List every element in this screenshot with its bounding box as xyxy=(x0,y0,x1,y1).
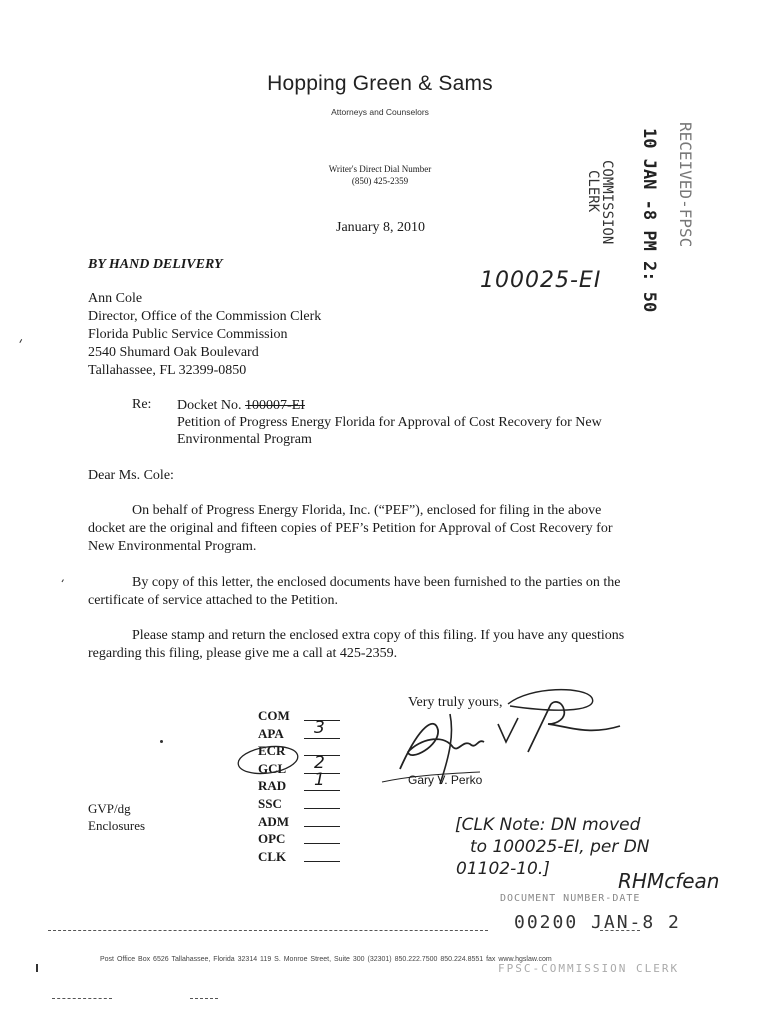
paragraph-line: By copy of this letter, the enclosed documents have been furnished to the parties on the xyxy=(132,575,621,590)
routing-value: 3 xyxy=(314,717,325,738)
routing-row xyxy=(258,813,358,831)
document-number-label: DOCUMENT NUMBER-DATE xyxy=(500,893,641,904)
routing-list xyxy=(258,707,358,865)
paragraph-line: On behalf of Progress Energy Florida, Inc. (“PEF”), enclosed for filing in the above xyxy=(132,503,602,518)
salutation: Dear Ms. Cole: xyxy=(88,468,174,483)
scan-speck xyxy=(36,964,38,972)
fpsc-clerk-stamp: FPSC-COMMISSION CLERK xyxy=(498,962,680,975)
routing-row xyxy=(258,770,358,795)
routing-code: CLK xyxy=(258,848,287,864)
paragraph-line: certificate of service attached to the Petition. xyxy=(88,593,338,608)
received-stamp-line1: RECEIVED-FPSC xyxy=(676,122,695,248)
paragraph-line: regarding this filing, please give me a call at 425-2359. xyxy=(88,646,398,661)
received-stamp-commission: COMMISSION xyxy=(599,160,615,245)
scan-speck xyxy=(62,579,67,584)
clerk-note-line2: to 100025-EI, per DN xyxy=(470,837,650,857)
handwritten-docket-number: 100025-EI xyxy=(480,268,602,293)
direct-dial-number: (850) 425-2359 xyxy=(351,176,409,186)
re-label: Re: xyxy=(132,397,152,412)
received-stamp xyxy=(553,110,753,313)
received-stamp-datetime: 10 JAN -8 PM 2: 50 xyxy=(639,128,659,313)
routing-code: COM xyxy=(258,708,290,723)
typist-initials: GVP/dg xyxy=(88,801,131,816)
received-stamp-clerk: CLERK xyxy=(585,170,601,213)
body-paragraph-3 xyxy=(88,627,688,663)
recipient-title: Director, Office of the Commission Clerk xyxy=(88,309,322,324)
routing-row xyxy=(258,830,358,848)
routing-code: ADM xyxy=(258,813,290,829)
body-paragraph-1 xyxy=(88,502,688,556)
scan-speck xyxy=(52,998,112,999)
routing-code: APA xyxy=(258,725,284,741)
recipient-city: Tallahassee, FL 32399-0850 xyxy=(88,363,247,378)
paragraph-line: New Environmental Program. xyxy=(88,539,257,554)
enclosures-label: Enclosures xyxy=(88,818,146,833)
routing-code: OPC xyxy=(258,831,286,847)
document-number: 00200 JAN-8 2 xyxy=(514,912,681,933)
ecr-circle-mark xyxy=(236,740,306,780)
docket-prefix: Docket No. xyxy=(177,398,242,413)
signer-name: Gary V. Perko xyxy=(408,773,483,787)
routing-value: 1 xyxy=(314,770,325,791)
routing-code: GCL xyxy=(258,760,287,776)
recipient-street: 2540 Shumard Oak Boulevard xyxy=(88,345,259,360)
recipient-name: Ann Cole xyxy=(88,291,143,306)
paragraph-line: Please stamp and return the enclosed extra copy of this filing. If you have any questions xyxy=(132,628,625,643)
routing-row xyxy=(258,848,358,866)
scan-speck xyxy=(160,740,163,743)
routing-row xyxy=(258,795,358,813)
footer-rule xyxy=(48,930,488,931)
routing-value: 2 xyxy=(314,752,325,773)
footer-rule xyxy=(600,930,640,931)
scan-speck xyxy=(19,339,25,345)
routing-row xyxy=(258,707,358,725)
routing-code: RAD xyxy=(258,778,287,794)
letterhead-footer: Post Office Box 6526 Tallahassee, Florida 32314 119 S. Monroe Street, Suite 300 (32301) 850.222.7500 850.224.8551 fax www.hgslaw.com xyxy=(100,956,552,963)
routing-blank xyxy=(304,826,340,827)
letter-date: January 8, 2010 xyxy=(336,220,426,235)
routing-blank xyxy=(304,738,340,739)
clerk-note-line3: 01102-10.] xyxy=(456,859,550,879)
re-subject-line2: Environmental Program xyxy=(177,432,312,447)
delivery-method: BY HAND DELIVERY xyxy=(88,257,223,272)
direct-dial-label: Writer's Direct Dial Number xyxy=(328,164,432,174)
routing-blank xyxy=(304,808,340,809)
body-paragraph-2 xyxy=(88,574,688,610)
recipient-organization: Florida Public Service Commission xyxy=(88,327,288,342)
closing: Very truly yours, xyxy=(408,695,503,710)
clerk-initials: RHMcfean xyxy=(618,869,720,893)
firm-tagline: Attorneys and Counselors xyxy=(331,107,429,117)
re-subject-line1: Petition of Progress Energy Florida for Approval of Cost Recovery for New xyxy=(177,415,602,430)
routing-blank xyxy=(304,790,340,791)
clerk-note-line1: [CLK Note: DN moved xyxy=(455,815,641,835)
routing-code: ECR xyxy=(258,743,286,759)
routing-code: SSC xyxy=(258,795,282,811)
docket-struck-number: 100007-EI xyxy=(245,398,305,413)
recipient-address xyxy=(88,290,321,380)
scan-speck xyxy=(190,998,218,999)
re-subject xyxy=(177,397,657,448)
firm-name: Hopping Green & Sams xyxy=(267,72,493,95)
typist-initials-block xyxy=(88,800,145,834)
paragraph-line: docket are the original and fifteen copies of PEF’s Petition for Approval of Cost Recovery for xyxy=(88,521,613,536)
routing-blank xyxy=(304,843,340,844)
routing-blank xyxy=(304,861,340,862)
